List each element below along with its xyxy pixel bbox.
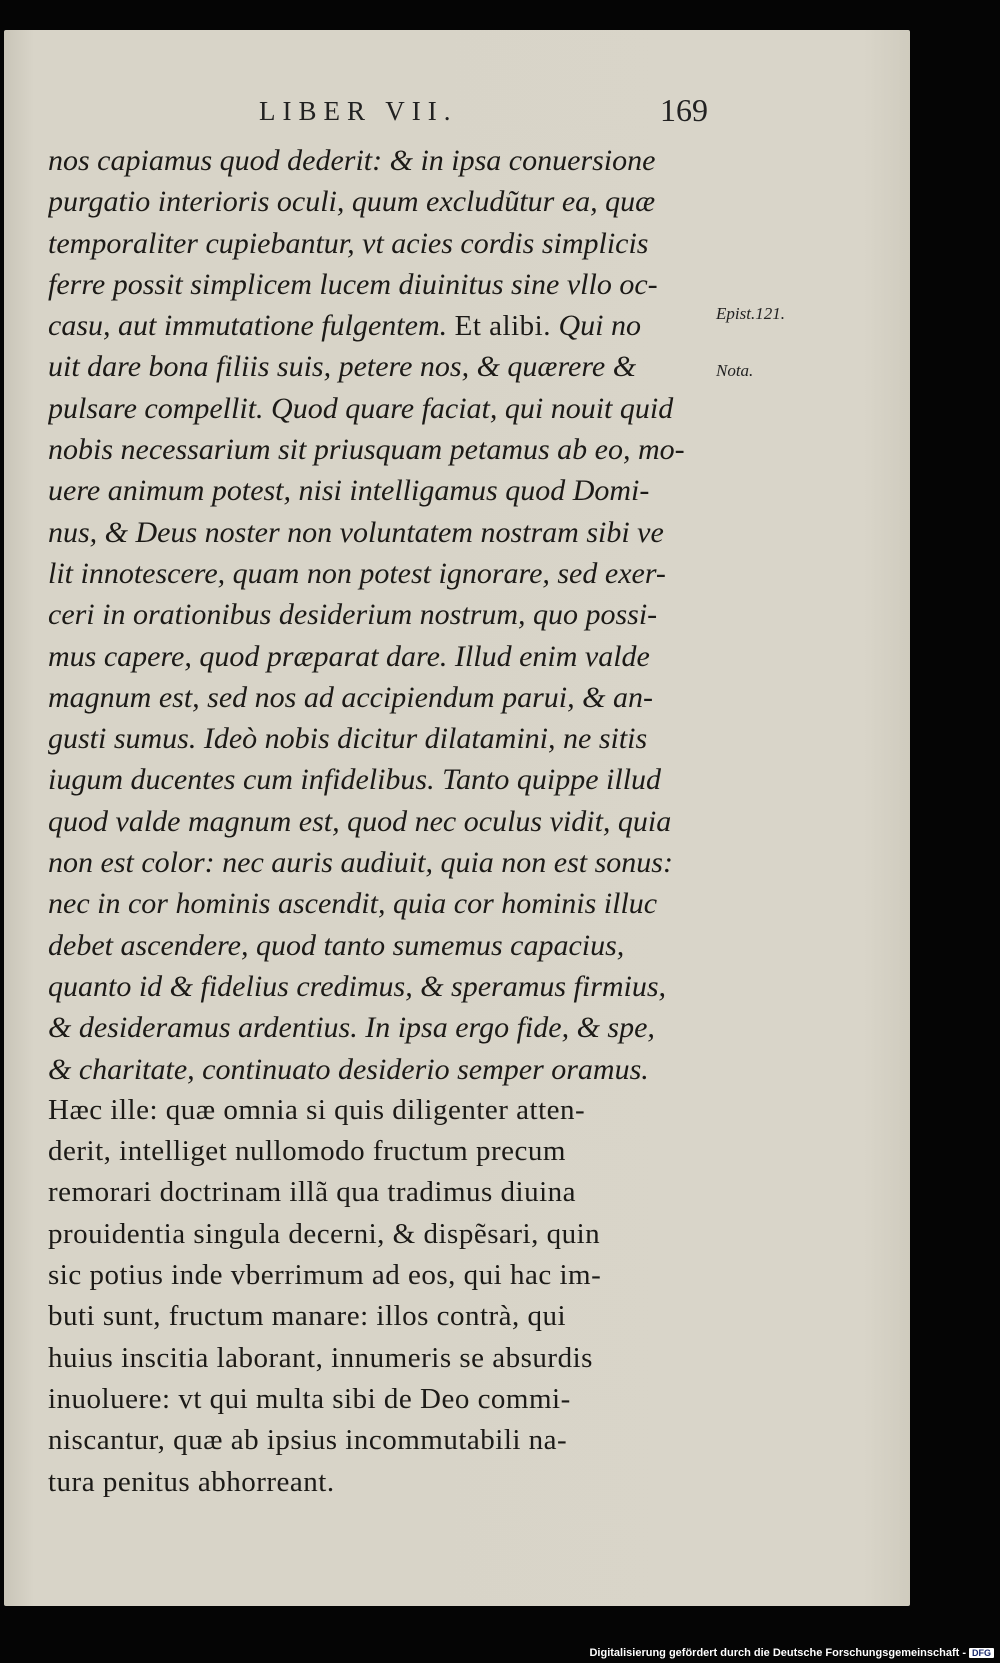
book-page bbox=[4, 30, 910, 1606]
digitization-credit bbox=[589, 1647, 994, 1659]
text-line: inuoluere: vt qui multa sibi de Deo commi- bbox=[48, 1382, 571, 1415]
text-line: iugum ducentes cum infidelibus. Tanto quippe illud bbox=[48, 763, 662, 797]
text-line: niscantur, quæ ab ipsius incommutabili na- bbox=[48, 1424, 568, 1457]
margin-note-epistle: Epist.121. bbox=[716, 304, 785, 323]
page-number: 169 bbox=[660, 92, 708, 128]
text-line: mus capere, quod præparat dare. Illud enim valde bbox=[48, 639, 650, 673]
text-line: pulsare compellit. Quod quare faciat, qui nouit quid bbox=[48, 391, 674, 425]
text-line: nec in cor hominis ascendit, quia cor hominis illuc bbox=[48, 887, 658, 921]
text-line: temporaliter cupiebantur, vt acies cordis simplicis bbox=[48, 226, 649, 260]
text-line: tura penitus abhorreant. bbox=[48, 1465, 335, 1498]
text-line: non est color: nec auris audiuit, quia non est sonus: bbox=[48, 846, 673, 880]
dfg-logo: DFG bbox=[969, 1648, 994, 1658]
text-line: quod valde magnum est, quod nec oculus vidit, quia bbox=[48, 804, 672, 838]
text-line: lit innotescere, quam non potest ignorare, sed exer- bbox=[48, 556, 666, 590]
text-line: huius inscitia laborant, innumeris se absurdis bbox=[48, 1341, 593, 1374]
text-line: ferre possit simplicem lucem diuinitus sine vllo oc- bbox=[48, 267, 658, 301]
text-line: gusti sumus. Ideò nobis dicitur dilatamini, ne sitis bbox=[48, 722, 648, 756]
text-line: nos capiamus quod dederit: & in ipsa conuersione bbox=[48, 144, 656, 177]
text-line: sic potius inde vberrimum ad eos, qui hac im- bbox=[48, 1259, 602, 1292]
text-line: uit dare bona filiis suis, petere nos, & quærere & bbox=[48, 350, 637, 384]
text-line: & desideramus ardentius. In ipsa ergo fide, & spe, bbox=[48, 1011, 655, 1045]
text-segment-italic: Qui no bbox=[558, 309, 641, 343]
body-text bbox=[48, 140, 728, 1503]
text-line: purgatio interioris oculi, quum excludũtur ea, quæ bbox=[48, 185, 656, 219]
text-segment-roman: Et alibi. bbox=[454, 310, 551, 343]
text-line: magnum est, sed nos ad accipiendum parui, & an- bbox=[48, 680, 653, 714]
text-line: nobis necessarium sit priusquam petamus ab eo, mo- bbox=[48, 433, 685, 467]
text-line: derit, intelliget nullomodo fructum precum bbox=[48, 1135, 566, 1168]
page-header bbox=[4, 92, 764, 132]
text-segment-italic: casu, aut immutatione fulgentem. bbox=[48, 309, 448, 343]
text-line: debet ascendere, quod tanto sumemus capacius, bbox=[48, 928, 625, 962]
text-line: ceri in orationibus desiderium nostrum, quo possi- bbox=[48, 598, 658, 632]
text-line: prouidentia singula decerni, & dispẽsari, quin bbox=[48, 1217, 601, 1250]
text-line: buti sunt, fructum manare: illos contrà, qui bbox=[48, 1300, 567, 1333]
text-line: nus, & Deus noster non voluntatem nostram sibi ve bbox=[48, 515, 664, 549]
text-line: quanto id & fidelius credimus, & speramus firmius, bbox=[48, 969, 667, 1003]
running-title: LIBER VII. bbox=[259, 96, 458, 126]
text-line: Hæc ille: quæ omnia si quis diligenter atten- bbox=[48, 1093, 586, 1126]
text-line: remorari doctrinam illã qua tradimus diuina bbox=[48, 1176, 577, 1209]
text-line: uere animum potest, nisi intelligamus quod Domi- bbox=[48, 474, 650, 508]
margin-note-nota: Nota. bbox=[716, 361, 754, 380]
text-line: & charitate, continuato desiderio semper oramus. bbox=[48, 1052, 649, 1086]
credit-text: Digitalisierung gefördert durch die Deutsche Forschungsgemeinschaft - bbox=[589, 1647, 966, 1659]
text-line-mixed bbox=[48, 305, 728, 346]
